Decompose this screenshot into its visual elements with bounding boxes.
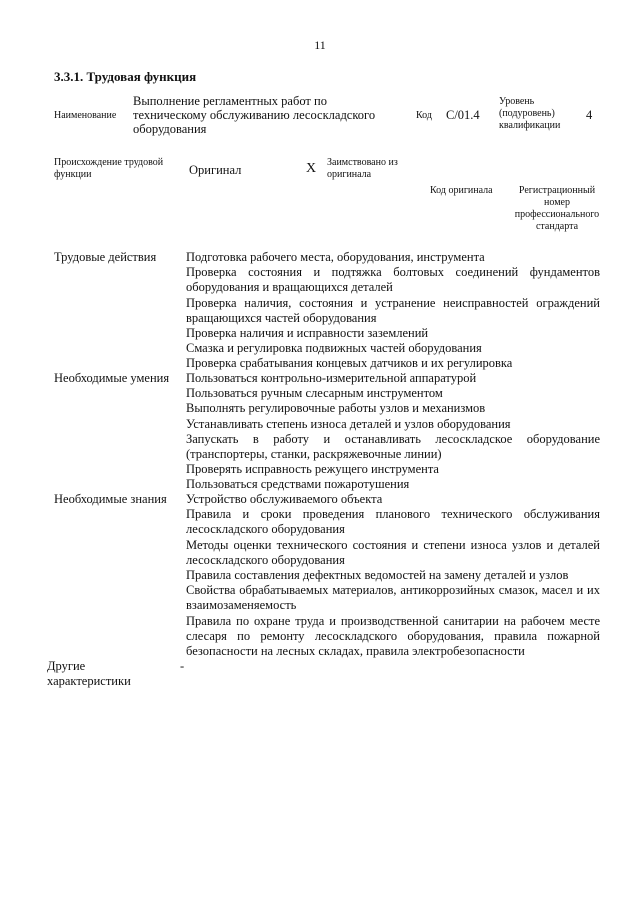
list-item: Подготовка рабочего места, оборудования, инструмента	[186, 250, 485, 264]
reg-number-label: Регистрационный номер профессионального стандарта	[514, 185, 600, 232]
level-value: 4	[586, 108, 593, 122]
list-item: Пользоваться ручным слесарным инструментом	[186, 386, 443, 401]
list-item: Пользоваться контрольно-измерительной аппаратурой	[186, 371, 477, 385]
original-mark: X	[306, 161, 317, 176]
section-title: 3.3.1. Трудовая функция	[54, 69, 197, 84]
page-number: 11	[314, 38, 326, 52]
borrowed-label: Заимствовано из оригинала	[327, 157, 398, 180]
original-code-label: Код оригинала	[430, 185, 493, 196]
list-item: Проверка наличия и исправности заземлений	[186, 326, 429, 341]
function-name: Выполнение регламентных работ по техническому обслуживанию лесоскладского оборудования	[133, 94, 376, 136]
list-item: Методы оценки технического состояния и степени износа узлов и деталей лесоскладского оборудования	[186, 537, 600, 567]
list-item: Устанавливать степень износа деталей и узлов оборудования	[186, 416, 511, 431]
list-item: Правила составления дефектных ведомостей на замену деталей и узлов	[186, 568, 569, 583]
knowledge-list	[186, 492, 600, 659]
list-item: Свойства обрабатываемых материалов, антикоррозийных смазок, масел и их взаимозаменяемость	[186, 583, 600, 613]
list-item: Проверка состояния и подтяжка болтовых соединений фундаментов оборудования и вращающихся деталей	[186, 265, 600, 295]
name-label: Наименование	[54, 110, 117, 121]
code-value: C/01.4	[446, 108, 480, 122]
origin-label: Происхождение трудовой функции	[54, 157, 164, 180]
list-item: Смазка и регулировка подвижных частей оборудования	[186, 341, 482, 356]
actions-list	[186, 250, 600, 372]
level-label: Уровень (подуровень) квалификации	[499, 96, 561, 131]
skills-list	[186, 371, 600, 493]
list-item: Проверять исправность режущего инструмента	[186, 462, 439, 477]
list-item: Запускать в работу и останавливать лесоскладское оборудование (транспортеры, станки, раскряжевочные линии)	[186, 431, 600, 462]
section-label-actions: Трудовые действия	[54, 250, 157, 264]
original-label: Оригинал	[189, 163, 242, 177]
list-item: Правила по охране труда и производственной санитарии на рабочем месте слесаря по ремонту лесоскладского оборудования, правила пожарной безопасности на лесных складах, правила электробезопасности	[186, 613, 600, 659]
list-item: Устройство обслуживаемого объекта	[186, 492, 383, 506]
list-item: Проверка срабатывания концевых датчиков и их регулировка	[186, 356, 513, 371]
section-label-other: Другие характеристики	[47, 659, 131, 688]
list-item: Пользоваться средствами пожаротушения	[186, 477, 410, 492]
section-label-knowledge: Необходимые знания	[54, 492, 167, 506]
other-value: -	[180, 659, 185, 673]
code-label: Код	[416, 110, 432, 121]
list-item: Выполнять регулировочные работы узлов и механизмов	[186, 401, 486, 416]
section-label-skills: Необходимые умения	[54, 371, 170, 385]
list-item: Проверка наличия, состояния и устранение неисправностей ограждений вращающихся частей оборудования	[186, 295, 600, 325]
list-item: Правила и сроки проведения планового технического обслуживания лесоскладского оборудования	[186, 507, 600, 537]
